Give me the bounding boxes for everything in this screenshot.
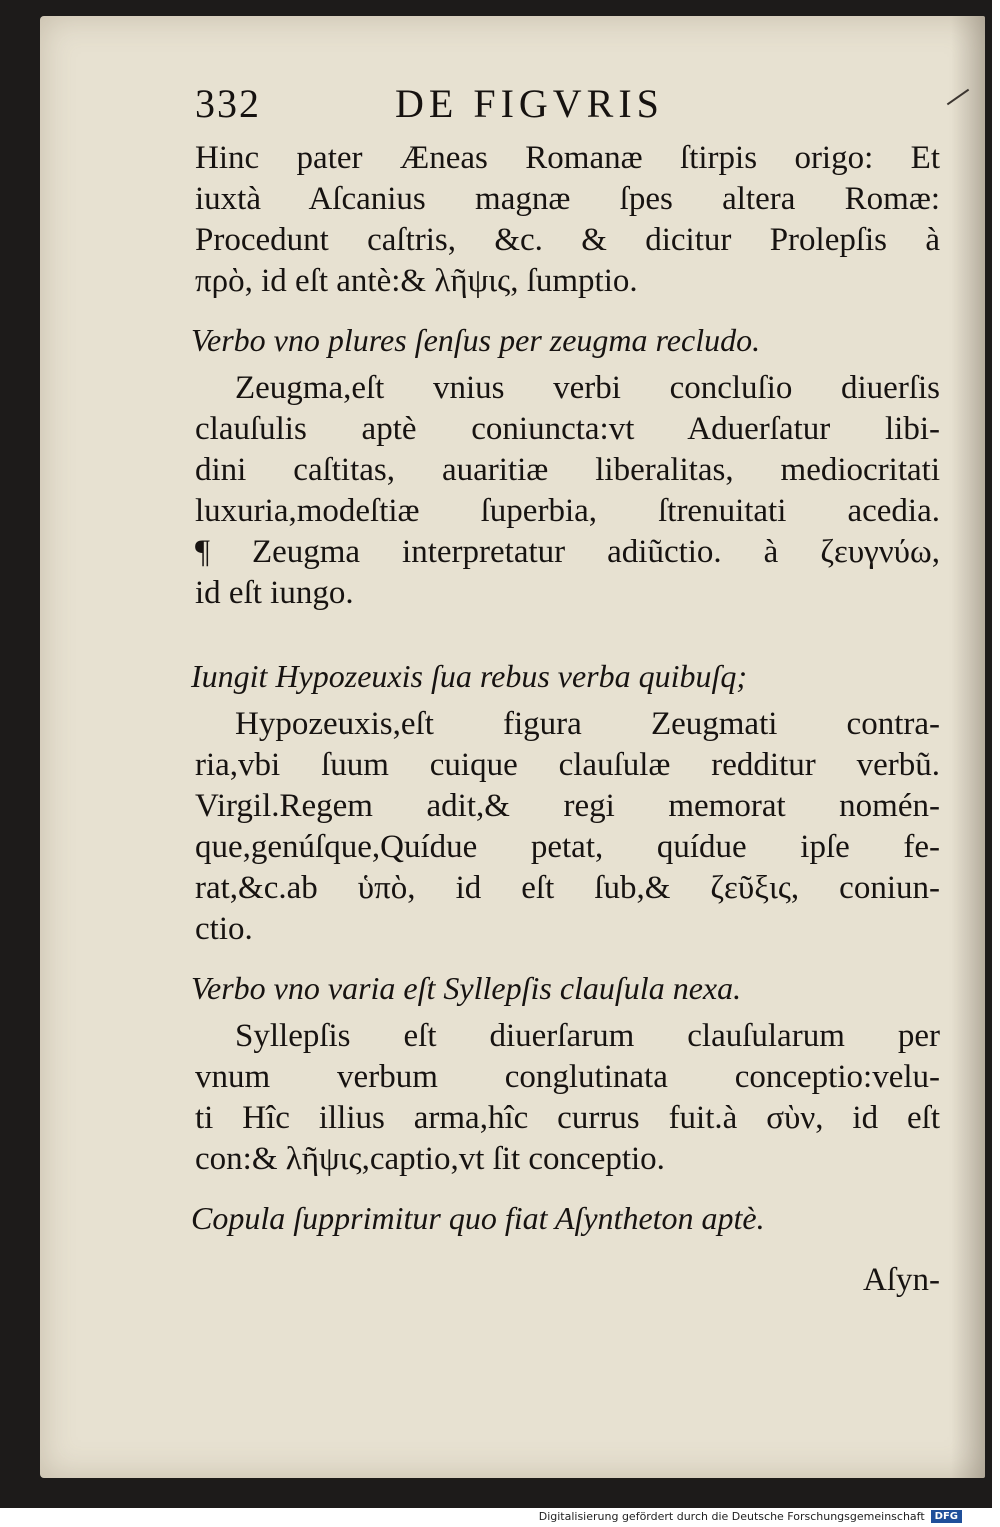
page-header [195, 80, 664, 127]
text-line: dini caſtitas, auaritiæ liberalitas, mediocritati [195, 452, 940, 488]
verse-caption-hypozeuxis: Iungit Hypozeuxis ſua rebus verba quibuſq; [191, 658, 748, 694]
text-line: con:& λῆψις,captio,vt ſit conceptio. [195, 1141, 665, 1177]
text-line: ria,vbi ſuum cuique clauſulæ redditur verbũ. [195, 747, 940, 783]
text-line: Virgil.Regem adit,& regi memorat nomén- [195, 788, 940, 824]
running-title: DE FIGVRIS [395, 81, 664, 126]
page-number: 332 [195, 81, 261, 126]
text-line: Hypozeuxis,eſt figura Zeugmati contra- [235, 706, 940, 742]
dfg-logo-icon: DFG [931, 1510, 962, 1523]
book-page [40, 16, 985, 1478]
text-line: ti Hîc illius arma,hîc currus fuit.à σὺν, id eſt [195, 1100, 940, 1136]
credit-text: Digitalisierung gefördert durch die Deutsche Forschungsgemeinschaft [538, 1510, 925, 1523]
text-line: ¶ Zeugma interpretatur adiũctio. à ζευγνύω, [195, 534, 940, 570]
catchword: Aſyn- [863, 1262, 940, 1298]
text-line: Syllepſis eſt diuerſarum clauſularum per [235, 1018, 940, 1054]
page-body [191, 138, 940, 1302]
digitization-credit [539, 1510, 962, 1523]
text-line: rat,&c.ab ὑπὸ, id eſt ſub,& ζεῦξις, coniun- [195, 870, 940, 906]
text-line: luxuria,modeſtiæ ſuperbia, ſtrenuitati acedia. [195, 493, 940, 529]
text-line: id eſt iungo. [195, 575, 354, 611]
text-line: vnum verbum conglutinata conceptio:velu- [195, 1059, 940, 1095]
page-gutter-shadow [951, 16, 985, 1478]
text-line: clauſulis aptè coniuncta:vt Aduerſatur libi- [195, 411, 940, 447]
text-line: πρὸ, id eſt antè:& λῆψις, ſumptio. [195, 263, 638, 299]
text-line: Procedunt caſtris, &c. & dicitur Prolepſis à [195, 222, 940, 258]
text-line: iuxtà Aſcanius magnæ ſpes altera Romæ: [195, 181, 940, 217]
text-line: ctio. [195, 911, 253, 947]
text-line: Hinc pater Æneas Romanæ ſtirpis origo: Et [195, 140, 940, 176]
verse-caption-syllepsis: Verbo vno varia eſt Syllepſis clauſula nexa. [191, 970, 742, 1006]
text-line: Zeugma,eſt vnius verbi concluſio diuerſis [235, 370, 940, 406]
text-line: que,genúſque,Quídue petat, quídue ipſe fe- [195, 829, 940, 865]
verse-caption-asyntheton: Copula ſupprimitur quo fiat Aſyntheton aptè. [191, 1200, 765, 1236]
verse-caption-zeugma: Verbo vno plures ſenſus per zeugma recludo. [191, 322, 761, 358]
